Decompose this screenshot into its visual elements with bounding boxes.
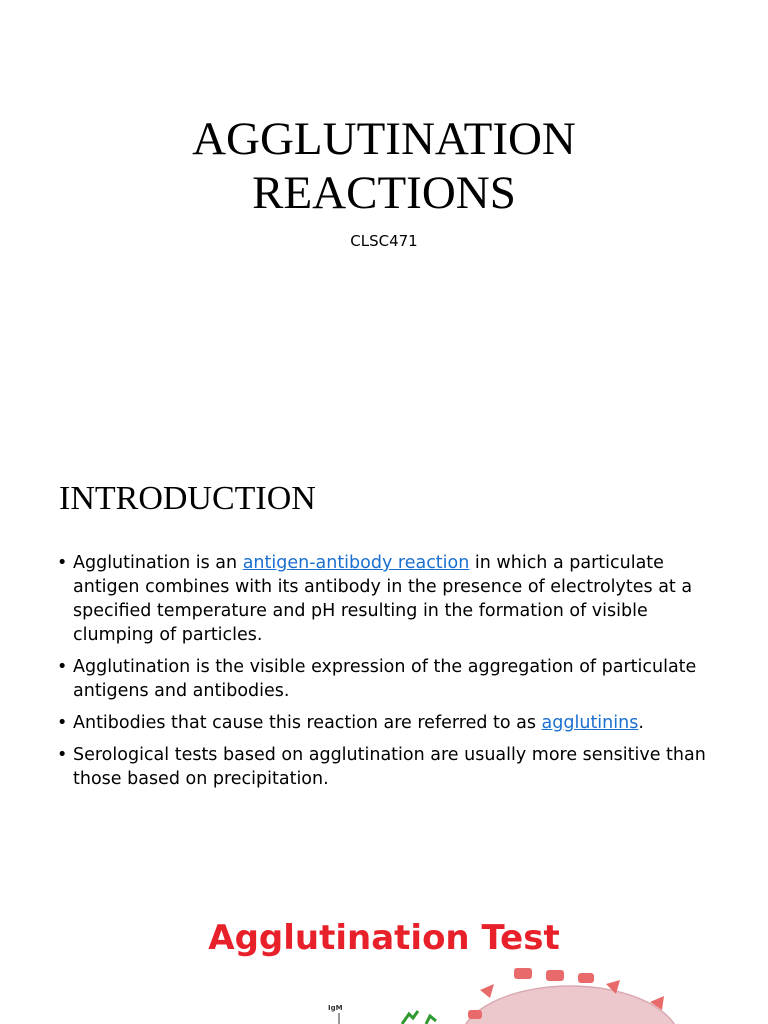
antigen-icon bbox=[480, 984, 494, 998]
bullet-dot: • bbox=[57, 745, 68, 765]
agglutination-illustration bbox=[0, 964, 768, 1024]
bullet-dot: • bbox=[57, 657, 68, 677]
bullet-dot: • bbox=[57, 553, 68, 573]
agglutinins-link[interactable]: agglutinins bbox=[541, 713, 639, 733]
slide-title bbox=[0, 112, 768, 220]
bullet-text: Antibodies that cause this reaction are referred to as bbox=[73, 713, 542, 733]
bullet-text: in which a particulate antigen combines with its antibody in the presence of electrolytes at a specified temperature and pH resulting in the formation of visible clumping of particles. bbox=[73, 553, 693, 645]
bullet-item bbox=[57, 655, 717, 703]
bullet-list bbox=[57, 551, 717, 799]
title-slide bbox=[0, 0, 768, 432]
slide-subtitle: CLSC471 bbox=[350, 232, 418, 250]
antigen-antibody-reaction-link[interactable]: antigen-antibody reaction bbox=[242, 553, 470, 573]
bullet-text: . bbox=[638, 713, 644, 733]
antigen-icon bbox=[578, 973, 594, 983]
introduction-heading: INTRODUCTION bbox=[59, 480, 316, 517]
figure-title: Agglutination Test bbox=[208, 918, 560, 958]
antibody-icon bbox=[402, 1011, 418, 1024]
antigen-icon bbox=[514, 968, 532, 979]
antigen-icon bbox=[546, 970, 564, 981]
igm-label: IgM bbox=[328, 1004, 343, 1012]
title-line-2: REACTIONS bbox=[252, 167, 516, 219]
bullet-text: Serological tests based on agglutination are usually more sensitive than those based on precipitation. bbox=[73, 745, 706, 789]
antibody-icon bbox=[426, 1016, 436, 1024]
title-line-1: AGGLUTINATION bbox=[192, 113, 576, 165]
bullet-text: Agglutination is the visible expression of the aggregation of particulate antigens and antibodies. bbox=[73, 657, 697, 701]
antigen-icon bbox=[468, 1010, 482, 1019]
bullet-item bbox=[57, 551, 717, 647]
bullet-dot: • bbox=[57, 713, 68, 733]
figure-slide bbox=[0, 864, 768, 1024]
bullet-item bbox=[57, 711, 717, 735]
introduction-slide bbox=[0, 432, 768, 864]
bullet-text: Agglutination is an bbox=[73, 553, 243, 573]
red-blood-cell-icon bbox=[460, 986, 680, 1024]
bullet-item bbox=[57, 743, 717, 791]
